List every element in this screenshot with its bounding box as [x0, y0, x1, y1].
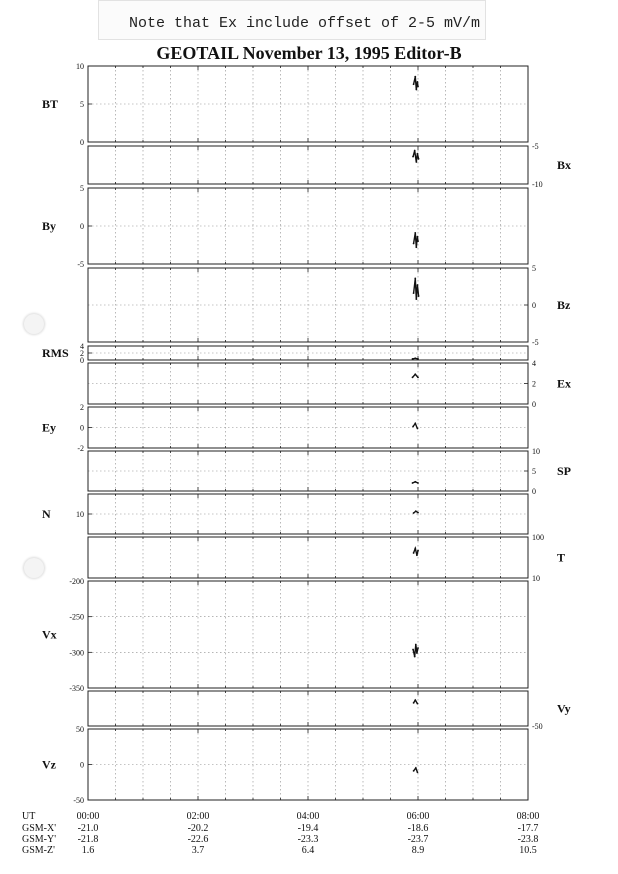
- orbit-value-gsmz: 10.5: [519, 845, 537, 856]
- orbit-value-gsmx: -18.6: [407, 823, 429, 834]
- y-tick-label-sp: 5: [532, 467, 536, 476]
- data-point-t: [414, 547, 416, 549]
- orbit-value-gsmx: -21.0: [77, 823, 99, 834]
- y-tick-label-vz: -50: [73, 796, 84, 805]
- data-point-by: [417, 240, 419, 242]
- series-line-bt: [414, 77, 418, 90]
- data-point-by: [413, 243, 415, 245]
- data-point-rms: [417, 358, 419, 360]
- y-tick-label-ey: -2: [77, 444, 84, 453]
- series-line-t: [414, 548, 418, 555]
- y-tick-label-rms: 0: [80, 356, 84, 365]
- data-point-ey: [414, 423, 416, 425]
- panel-label-n: N: [42, 507, 51, 521]
- panel-label-vy: Vy: [557, 701, 571, 716]
- y-tick-label-vx: -350: [69, 684, 84, 693]
- data-point-ey: [417, 428, 419, 430]
- data-point-ex: [417, 376, 419, 378]
- y-tick-label-by: 0: [80, 222, 84, 231]
- data-point-vy: [413, 702, 415, 704]
- y-tick-label-bz: 5: [532, 264, 536, 273]
- orbit-row-label-gsmz: GSM-Z': [22, 845, 55, 856]
- data-point-bz: [418, 295, 420, 297]
- data-point-sp: [417, 482, 419, 484]
- orbit-value-gsmx: -17.7: [517, 823, 539, 834]
- data-point-t: [413, 552, 415, 554]
- binder-hole-bottom: [24, 558, 44, 578]
- data-point-bx: [412, 156, 414, 158]
- data-point-rms: [414, 357, 416, 359]
- y-tick-label-bx: -5: [532, 142, 539, 151]
- series-line-vx: [413, 645, 418, 657]
- data-point-sp: [414, 481, 416, 483]
- data-point-n: [413, 512, 415, 514]
- y-tick-label-bz: -5: [532, 338, 539, 347]
- data-point-bx: [418, 158, 420, 160]
- orbit-value-gsmz: 1.6: [81, 845, 95, 856]
- data-point-n: [417, 512, 419, 514]
- orbit-value-gsmx: -20.2: [187, 823, 209, 834]
- y-tick-label-bx: -10: [532, 180, 543, 189]
- y-tick-label-bt: 5: [80, 100, 84, 109]
- orbit-value-ut: 04:00: [296, 811, 320, 822]
- data-point-bz: [417, 284, 419, 286]
- panel-label-t: T: [557, 550, 566, 565]
- y-tick-label-rms: 4: [80, 342, 84, 351]
- chart-title: GEOTAIL November 13, 1995 Editor-B: [156, 43, 462, 63]
- orbit-value-gsmz: 6.4: [301, 845, 315, 856]
- y-tick-label-t: 100: [532, 533, 544, 542]
- data-point-bt: [415, 89, 417, 91]
- data-point-bz: [414, 277, 416, 279]
- y-tick-label-bt: 0: [80, 138, 84, 147]
- data-point-by: [417, 236, 419, 238]
- series-line-bx: [413, 151, 419, 162]
- data-point-t: [416, 554, 418, 556]
- data-point-vx: [412, 649, 414, 651]
- panel-label-bx: Bx: [557, 158, 572, 172]
- data-point-by: [415, 246, 417, 248]
- orbit-row-label-gsmx: GSM-X': [22, 823, 57, 834]
- y-tick-label-vx: -250: [69, 612, 84, 622]
- data-point-rms: [412, 358, 414, 360]
- orbit-value-gsmy: -22.6: [187, 834, 209, 845]
- orbit-value-gsmz: 8.9: [411, 845, 425, 856]
- data-point-bt: [414, 76, 416, 78]
- orbit-row-label-ut: UT: [22, 811, 36, 822]
- y-tick-label-ey: 0: [80, 423, 84, 433]
- data-point-vx: [415, 644, 417, 646]
- data-point-bx: [415, 161, 417, 163]
- data-point-bx: [417, 153, 419, 155]
- y-tick-label-ey: 2: [80, 403, 84, 412]
- y-tick-label-bt: 10: [76, 62, 84, 71]
- orbit-value-gsmy: -23.8: [517, 834, 539, 845]
- y-tick-label-bz: 0: [532, 301, 536, 310]
- data-point-vx: [416, 652, 418, 654]
- orbit-value-gsmx: -19.4: [297, 823, 319, 834]
- orbit-value-gsmz: 3.7: [191, 845, 205, 856]
- orbit-value-ut: 08:00: [516, 811, 540, 822]
- y-tick-label-sp: 0: [532, 487, 536, 496]
- panel-label-bz: Bz: [557, 298, 571, 312]
- orbit-value-gsmy: -21.8: [77, 834, 99, 845]
- data-point-ey: [412, 426, 414, 428]
- y-tick-label-ex: 4: [532, 359, 536, 368]
- series-line-by: [414, 233, 418, 248]
- panel-label-ey: Ey: [42, 420, 57, 435]
- orbit-row-label-gsmy: GSM-Y': [22, 834, 57, 845]
- data-point-vy: [414, 699, 416, 701]
- y-tick-label-t: 10: [532, 574, 540, 583]
- panel-label-vz: Vz: [42, 757, 56, 772]
- y-tick-label-n: 10: [76, 510, 84, 519]
- orbit-value-ut: 02:00: [186, 811, 210, 822]
- panel-label-rms: RMS: [42, 346, 69, 360]
- panel-label-ex: Ex: [557, 376, 572, 391]
- data-point-t: [417, 550, 419, 552]
- y-tick-label-vx: -300: [69, 648, 84, 658]
- data-point-vx: [417, 647, 419, 649]
- data-point-n: [415, 510, 417, 512]
- panel-label-by: By: [42, 219, 57, 233]
- data-point-bx: [414, 150, 416, 152]
- y-tick-label-ex: 0: [532, 400, 536, 409]
- data-point-vx: [414, 656, 416, 658]
- y-tick-label-vx: -200: [69, 577, 84, 586]
- orbit-value-gsmy: -23.7: [407, 834, 429, 845]
- panel-label-sp: SP: [557, 464, 572, 478]
- annotation-note-text: Note that Ex include offset of 2-5 mV/m: [129, 15, 481, 32]
- data-point-vz: [413, 770, 415, 772]
- data-point-vy: [417, 703, 419, 705]
- y-tick-label-vz: 0: [80, 760, 84, 770]
- panel-label-bt: BT: [42, 97, 59, 111]
- y-tick-label-vz: 50: [76, 725, 84, 734]
- y-tick-label-ex: 2: [532, 379, 536, 389]
- y-tick-label-vy: -50: [532, 722, 543, 731]
- data-point-vz: [417, 771, 419, 773]
- panel-label-vx: Vx: [42, 627, 57, 642]
- y-tick-label-by: -5: [77, 260, 84, 269]
- data-point-vz: [415, 767, 417, 769]
- data-point-bt: [417, 86, 419, 88]
- binder-hole-top: [24, 314, 44, 334]
- orbit-value-ut: 06:00: [406, 811, 430, 822]
- data-point-bz: [415, 298, 417, 300]
- data-point-ex: [412, 376, 414, 378]
- data-point-by: [414, 232, 416, 234]
- data-point-sp: [412, 482, 414, 484]
- data-point-bt: [413, 83, 415, 85]
- orbit-value-gsmy: -23.3: [297, 834, 319, 845]
- y-tick-label-rms: 2: [80, 349, 84, 358]
- data-point-ex: [414, 373, 416, 375]
- data-point-bt: [417, 81, 419, 83]
- data-point-bz: [413, 292, 415, 294]
- orbit-value-ut: 00:00: [76, 811, 100, 822]
- y-tick-label-by: 5: [80, 184, 84, 193]
- y-tick-label-sp: 10: [532, 447, 540, 456]
